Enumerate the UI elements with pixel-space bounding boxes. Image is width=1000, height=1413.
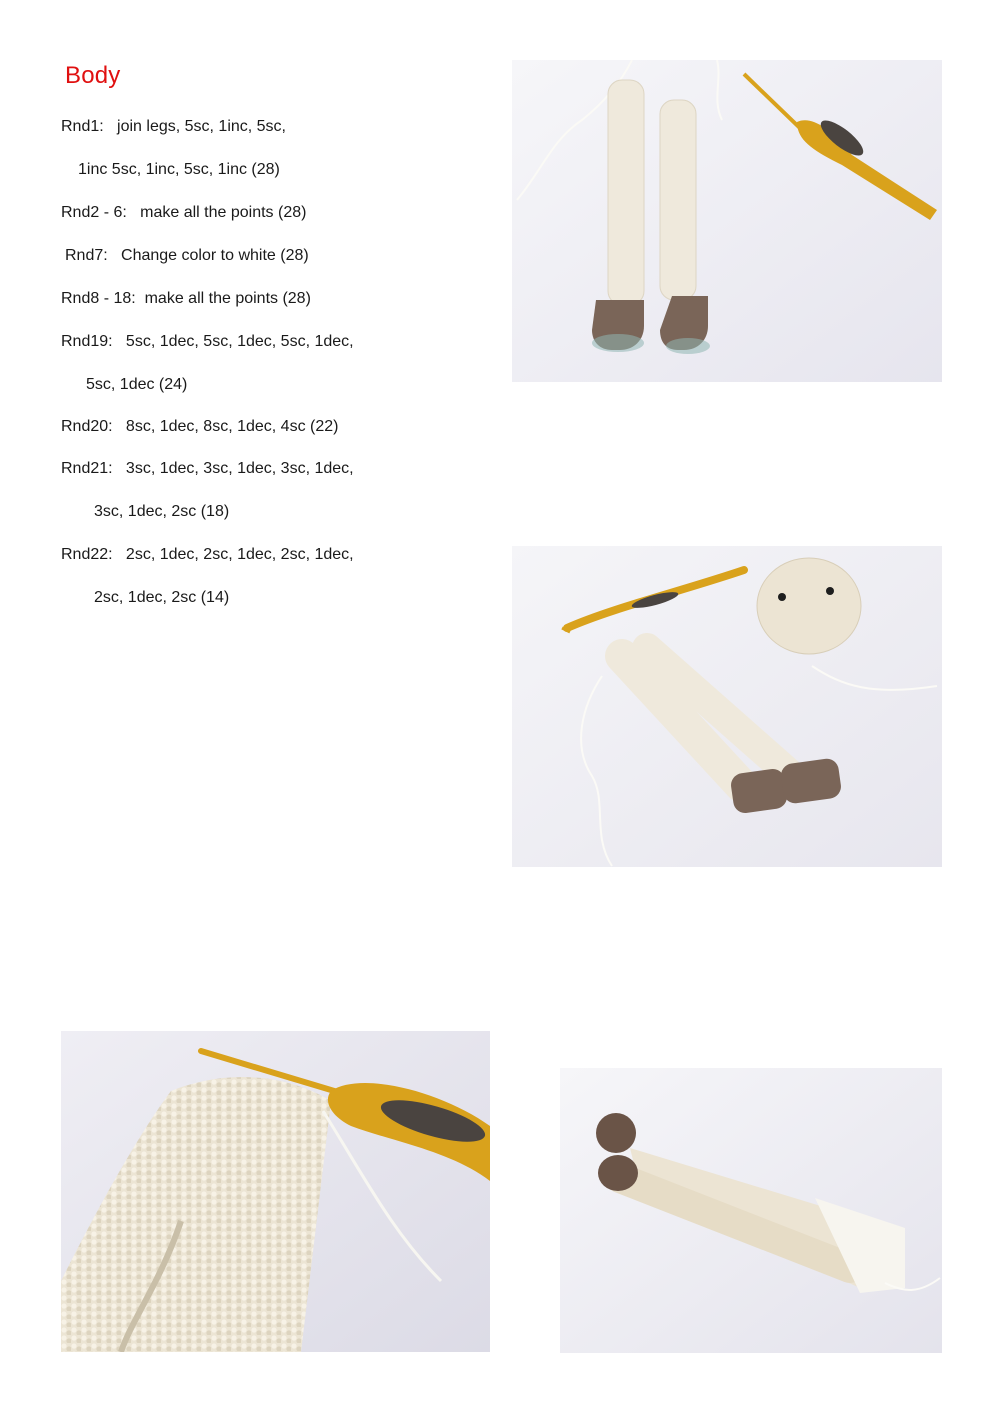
instruction-line: Rnd8 - 18: make all the points (28) [61,290,311,307]
instruction-line: Rnd2 - 6: make all the points (28) [61,204,307,221]
instruction-line: Rnd21: 3sc, 1dec, 3sc, 1dec, 3sc, 1dec, [61,460,354,477]
instruction-line: Rnd7: Change color to white (28) [65,247,309,264]
photo-knit-closeup [61,1031,490,1352]
instruction-line: Rnd19: 5sc, 1dec, 5sc, 1dec, 5sc, 1dec, [61,333,354,350]
instruction-line: Rnd22: 2sc, 1dec, 2sc, 1dec, 2sc, 1dec, [61,546,354,563]
instruction-line: Rnd20: 8sc, 1dec, 8sc, 1dec, 4sc (22) [61,418,339,435]
instruction-line: Rnd1: join legs, 5sc, 1inc, 5sc, [61,118,286,135]
instruction-line: 1inc 5sc, 1inc, 5sc, 1inc (28) [78,161,280,178]
photo-body-lying [560,1068,942,1353]
instruction-line: 3sc, 1dec, 2sc (18) [94,503,230,520]
section-title: Body [65,62,121,89]
instruction-line: 5sc, 1dec (24) [86,376,188,393]
instruction-line: 2sc, 1dec, 2sc (14) [94,589,230,606]
photo-legs-with-head [512,546,942,867]
photo-legs-with-hook [512,60,942,382]
